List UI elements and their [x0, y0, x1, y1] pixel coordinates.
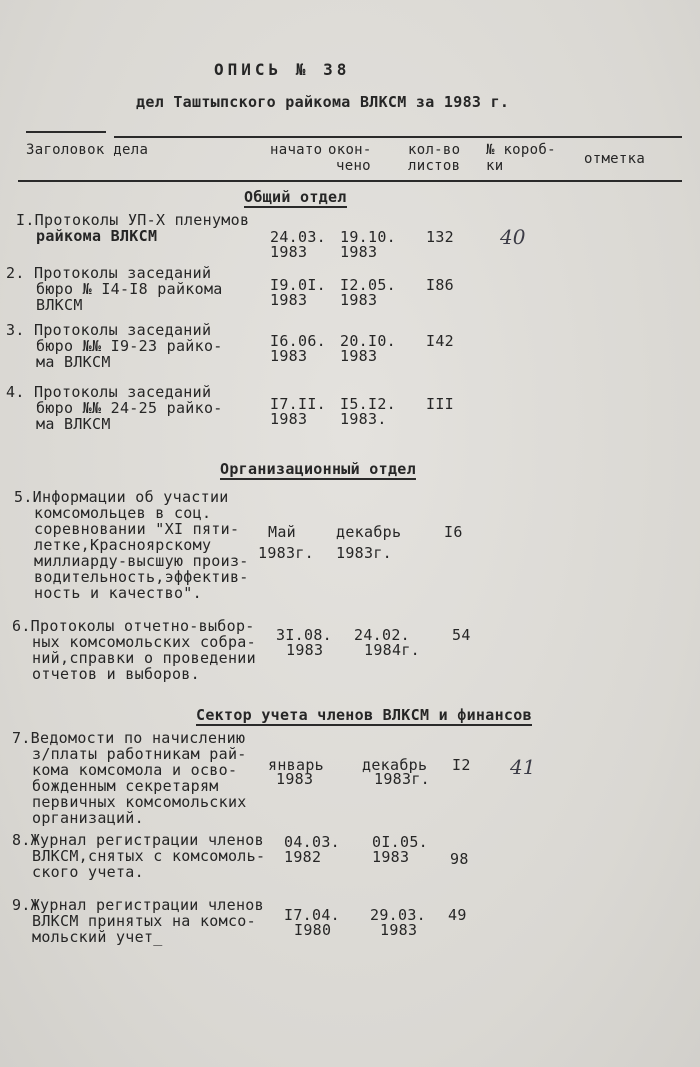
- header-rule-bottom: [18, 180, 682, 182]
- inventory-title: ОПИСЬ № 38: [214, 60, 351, 79]
- item-8-title-line: ВЛКСМ,снятых с комсомоль-: [32, 847, 266, 865]
- item-7-end-year: 1983г.: [374, 770, 430, 788]
- item-3-end-year: 1983: [340, 347, 378, 365]
- item-1-title-line: I.Протоколы УП-Х пленумов: [16, 211, 250, 229]
- column-box-header-l1: № короб-: [486, 142, 556, 158]
- item-7-title-line: первичных комсомольских: [32, 793, 247, 811]
- item-1-start-year: 1983: [270, 243, 308, 261]
- item-4-start-date: I7.II.: [270, 395, 326, 413]
- item-4-sheets: III: [426, 395, 454, 413]
- item-3-title-line: 3. Протоколы заседаний: [6, 321, 212, 339]
- item-2-title-line: бюро № I4-I8 райкома: [36, 280, 223, 298]
- item-9-title-line: мольский учет_: [32, 928, 163, 946]
- item-9-start-date: I7.04.: [284, 906, 340, 924]
- section-heading-general: Общий отдел: [244, 188, 347, 206]
- item-4-end-year: 1983.: [340, 410, 387, 428]
- item-4-end-date: I5.I2.: [340, 395, 396, 413]
- item-8-title-line: ского учета.: [32, 863, 144, 881]
- item-3-sheets: I42: [426, 332, 454, 350]
- item-6-start-date: 3I.08.: [276, 626, 332, 644]
- item-8-end-date: 0I.05.: [372, 833, 428, 851]
- item-7-end-month: декабрь: [362, 756, 428, 774]
- item-4-title-line: ма ВЛКСМ: [36, 415, 111, 433]
- item-4-start-year: 1983: [270, 410, 308, 428]
- item-2-title-line: 2. Протоколы заседаний: [6, 264, 212, 282]
- item-6-end-year: 1984г.: [364, 641, 420, 659]
- item-6-title-line: отчетов и выборов.: [32, 665, 200, 683]
- item-9-title-line: ВЛКСМ принятых на комсо-: [32, 912, 256, 930]
- section-heading-organizational: Организационный отдел: [220, 460, 416, 478]
- item-7-title-line: кома комсомола и осво-: [32, 761, 238, 779]
- item-2-title-line: ВЛКСМ: [36, 296, 83, 314]
- item-8-start-date: 04.03.: [284, 833, 340, 851]
- item-3-title-line: ма ВЛКСМ: [36, 353, 111, 371]
- header-rule-top: [114, 136, 682, 138]
- item-6-end-date: 24.02.: [354, 626, 410, 644]
- item-1-end-year: 1983: [340, 243, 378, 261]
- item-3-start-date: I6.06.: [270, 332, 326, 350]
- column-note-header: отметка: [584, 151, 646, 167]
- item-9-title-line: 9.Журнал регистрации членов: [12, 896, 264, 914]
- header-rule-left: [26, 131, 106, 133]
- item-3-start-year: 1983: [270, 347, 308, 365]
- item-5-title-line: комсомольцев в соц.: [34, 504, 212, 522]
- item-6-title-line: ний,справки о проведении: [32, 649, 256, 667]
- item-5-start-month: Май: [268, 523, 296, 541]
- item-3-title-line: бюро №№ I9-23 райко-: [36, 337, 223, 355]
- column-end-header-l1: окон-: [328, 142, 372, 158]
- item-7-start-month: январь: [268, 756, 324, 774]
- item-8-start-year: 1982: [284, 848, 322, 866]
- item-9-end-year: 1983: [380, 921, 418, 939]
- item-5-end-year: 1983г.: [336, 544, 392, 562]
- item-9-start-year: I980: [294, 921, 332, 939]
- item-5-title-line: соревновании "XI пяти-: [34, 520, 240, 538]
- column-sheets-header-l2: листов: [408, 158, 461, 174]
- item-2-start-date: I9.0I.: [270, 276, 326, 294]
- inventory-subtitle: дел Таштыпского райкома ВЛКСМ за 1983 г.: [136, 93, 510, 111]
- item-8-title-line: 8.Журнал регистрации членов: [12, 831, 264, 849]
- item-7-title-line: 7.Ведомости по начислению: [12, 729, 246, 747]
- item-6-title-line: 6.Протоколы отчетно-выбор-: [12, 617, 255, 635]
- item-2-start-year: 1983: [270, 291, 308, 309]
- item-6-title-line: ных комсомольских собра-: [32, 633, 256, 651]
- item-5-end-month: декабрь: [336, 523, 402, 541]
- column-title-header: Заголовок дела: [26, 142, 149, 158]
- column-box-header-l2: ки: [486, 158, 504, 174]
- item-9-end-date: 29.03.: [370, 906, 426, 924]
- section-heading-membership-finance: Сектор учета членов ВЛКСМ и финансов: [196, 706, 532, 724]
- item-1-sheets: 132: [426, 228, 454, 246]
- item-7-title-line: организаций.: [32, 809, 144, 827]
- item-3-end-date: 20.I0.: [340, 332, 396, 350]
- item-5-sheets: I6: [444, 523, 463, 541]
- item-2-sheets: I86: [426, 276, 454, 294]
- item-7-sheets: I2: [452, 756, 471, 774]
- item-5-title-line: ность и качество".: [34, 584, 202, 602]
- item-9-sheets: 49: [448, 906, 467, 924]
- item-5-title-line: миллиарду-высшую произ-: [34, 552, 249, 570]
- item-4-title-line: 4. Протоколы заседаний: [6, 383, 212, 401]
- item-6-start-year: 1983: [286, 641, 324, 659]
- item-5-title-line: 5.Информации об участии: [14, 488, 229, 506]
- item-8-end-year: 1983: [372, 848, 410, 866]
- item-4-title-line: бюро №№ 24-25 райко-: [36, 399, 223, 417]
- item-7-box-handwritten: 41: [510, 755, 536, 779]
- column-start-header: начато: [270, 142, 323, 158]
- item-1-box-handwritten: 40: [500, 225, 526, 249]
- item-5-title-line: водительность,эффектив-: [34, 568, 249, 586]
- item-5-title-line: летке,Красноярскому: [34, 536, 212, 554]
- item-1-title-line: райкома ВЛКСМ: [36, 227, 158, 245]
- item-5-start-year: 1983г.: [258, 544, 314, 562]
- column-end-header-l2: чено: [336, 158, 371, 174]
- item-7-title-line: божденным секретарям: [32, 777, 219, 795]
- item-7-start-year: 1983: [276, 770, 314, 788]
- item-7-title-line: з/платы работникам рай-: [32, 745, 247, 763]
- item-1-start-date: 24.03.: [270, 228, 326, 246]
- item-2-end-year: 1983: [340, 291, 378, 309]
- item-2-end-date: I2.05.: [340, 276, 396, 294]
- item-8-sheets: 98: [450, 850, 469, 868]
- item-6-sheets: 54: [452, 626, 471, 644]
- column-sheets-header-l1: кол-во: [408, 142, 461, 158]
- item-1-end-date: 19.10.: [340, 228, 396, 246]
